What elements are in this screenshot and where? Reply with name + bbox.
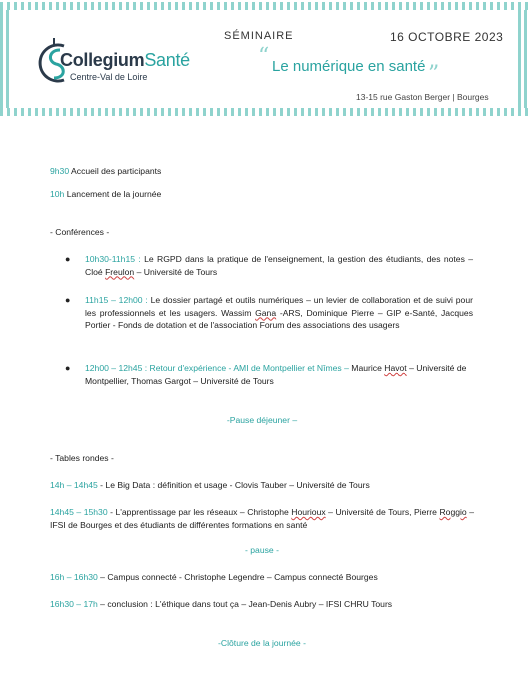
event-theme: Le numérique en santé [272,58,426,75]
quote-open-icon: “ [258,44,270,69]
bullet-icon: ● [65,295,71,305]
event-type: SÉMINAIRE [224,30,294,42]
section-heading-conferences: - Conférences - [50,227,110,237]
round-table-item: 14h – 14h45 - Le Big Data : définition et usage - Clovis Tauber – Université de Tours [50,480,370,490]
pause: - pause - [245,545,279,555]
event-address: 13-15 rue Gaston Berger | Bourges [356,92,489,102]
quote-close-icon: ” [428,62,440,87]
decorative-stripes-right [518,10,528,108]
closing: -Clôture de la journée - [218,638,306,648]
conference-item: ● 12h00 – 12h45 : Retour d'expérience - AMI de Montpellier et Nîmes – Maurice Havot – Université de Montpellier, Thomas Gargot – Université de Tours [65,363,467,386]
bullet-icon: ● [65,254,71,264]
afternoon-item: 16h – 16h30 – Campus connecté - Christophe Legendre – Campus connecté Bourges [50,572,378,582]
event-date: 16 OCTOBRE 2023 [390,30,504,44]
logo-wordmark: CollegiumSanté [60,50,190,70]
round-table-item: 14h45 – 15h30 - L'apprentissage par les réseaux – Christophe Hourioux – Université de Tours, Pierre Roggio – IFSI de Bourges et des étudiants de différentes formations en santé [50,507,474,530]
afternoon-item: 16h30 – 17h – conclusion : L'éthique dans tout ça – Jean-Denis Aubry – IFSI CHRU Tours [50,599,393,609]
header-banner [0,0,528,120]
program-launch: 10h Lancement de la journée [50,189,162,199]
conference-item: ● 10h30-11h15 : Le RGPD dans la pratique de l'enseignement, la gestion des étudiants, des notes – Cloé Freulon – Université de Tours [65,254,473,277]
logo-subtitle: Centre-Val de Loire [70,72,148,82]
conference-item: ● 11h15 – 12h00 : Le dossier partagé et outils numériques – un levier de collaboration et de suivi pour les professionnels et les usagers. Wassim Gana -ARS, Dominique Pierre – GIP e-Santé, Jacques Portier - Fonds de dotation et de l'association Forum des associations des usagers [65,295,474,330]
bullet-icon: ● [65,363,71,373]
program-welcome: 9h30 Accueil des participants [50,166,162,176]
decorative-stripes-left [0,10,10,108]
decorative-stripes-bottom [0,108,528,116]
lunch-break: -Pause déjeuner – [226,415,298,425]
section-heading-tables: - Tables rondes - [50,453,114,463]
decorative-stripes-top [0,2,528,10]
